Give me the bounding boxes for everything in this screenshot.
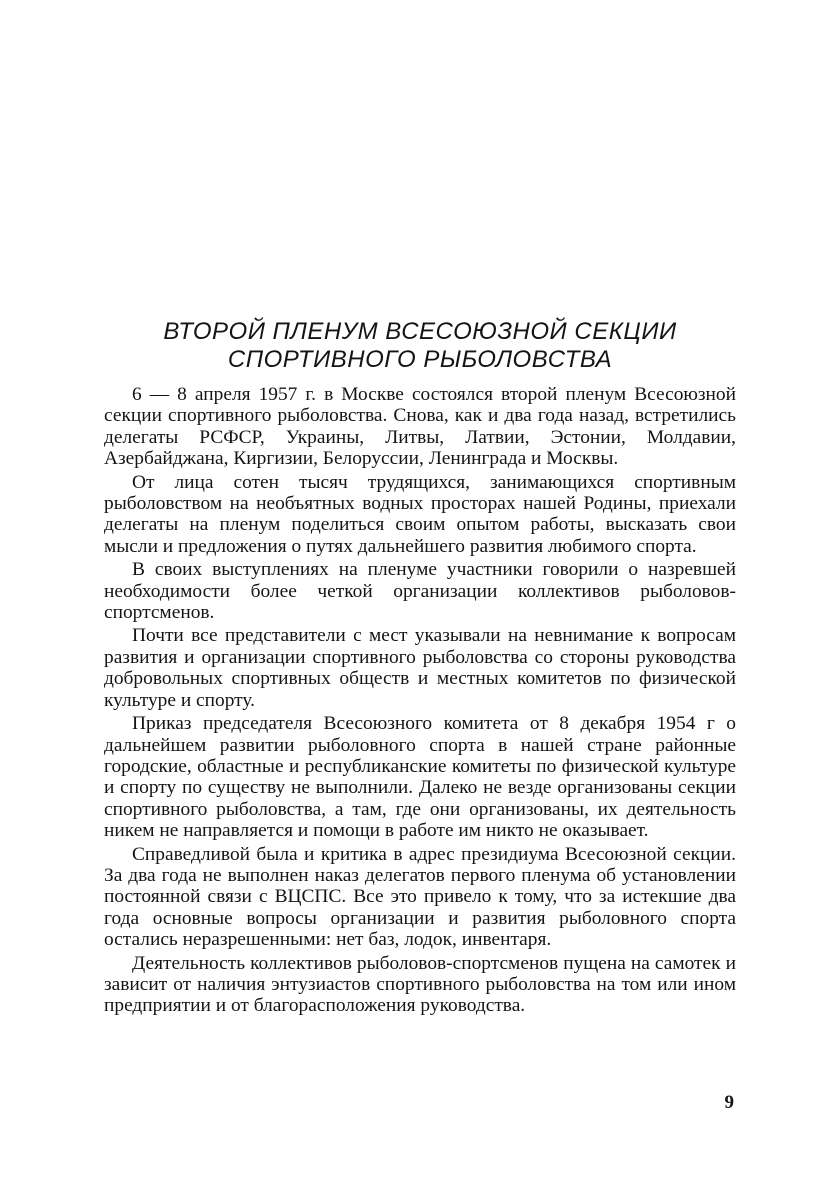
- paragraph-4: Почти все представители с мест указывали на невнимание к вопросам развития и организации спортивного рыболовства со стороны руководства добровольных спортивных обществ и местных комитетов по физической культуре и спорту.: [104, 625, 736, 711]
- paragraph-5: Приказ председателя Всесоюзного комитета от 8 декабря 1954 г о дальнейшем развитии рыболовного спорта в нашей стране районные городские, областные и республиканские комитеты по физической культуре и спорту по существу не выполнили. Далеко не везде организованы секции спортивного рыболовства, а там, где они организованы, их деятельность никем не направляется и помощи в работе им никто не оказывает.: [104, 713, 736, 842]
- article-title: [100, 318, 740, 374]
- paragraph-6: Справедливой была и критика в адрес президиума Всесоюзной секции. За два года не выполнен наказ делегатов первого пленума об установлении постоянной связи с ВЦСПС. Все это привело к тому, что за истекшие два года основные вопросы организации и развития рыболовного спорта остались неразрешенными: нет баз, лодок, инвентаря.: [104, 843, 736, 951]
- paragraph-2: От лица сотен тысяч трудящихся, занимающихся спортивным рыболовством на необъятных водных просторах нашей Родины, приехали делегаты на пленум поделиться своим опытом работы, высказать свои мысли и предложения о путях дальнейшего развития любимого спорта.: [104, 471, 736, 557]
- paragraph-1: 6 — 8 апреля 1957 г. в Москве состоялся второй пленум Всесоюзной секции спортивного рыболовства. Снова, как и два года назад, встретились делегаты РСФСР, Украины, Литвы, Латвии, Эстонии, Молдавии, Азербайджана, Киргизии, Белоруссии, Ленинграда и Москвы.: [104, 384, 736, 470]
- article-title-line-1: ВТОРОЙ ПЛЕНУМ ВСЕСОЮЗНОЙ СЕКЦИИ: [163, 318, 677, 345]
- article-title-line-2: СПОРТИВНОГО РЫБОЛОВСТВА: [227, 346, 613, 373]
- page-number: 9: [724, 1092, 734, 1113]
- paragraph-7: Деятельность коллективов рыболовов-спортсменов пущена на самотек и зависит от наличия энтузиастов спортивного рыболовства на том или ином предприятии и от благорасположения руководства.: [104, 952, 736, 1017]
- article-body: [104, 384, 736, 1019]
- paragraph-3: В своих выступлениях на пленуме участники говорили о назревшей необходимости более четкой организации коллективов рыболовов-спортсменов.: [104, 559, 736, 624]
